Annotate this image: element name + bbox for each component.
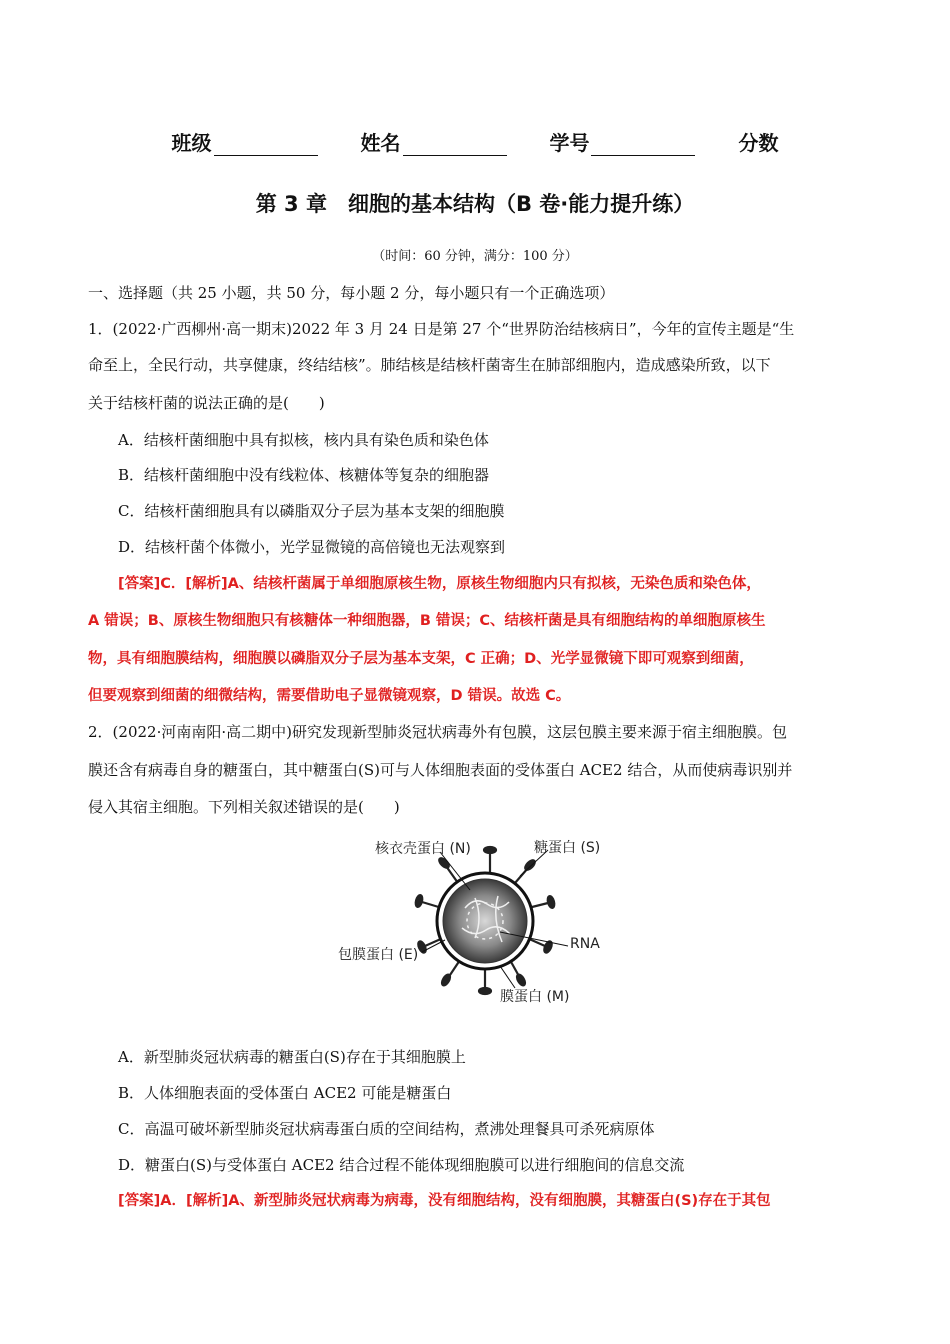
- q2-stem-line-1: 2．(2022·河南南阳·高二期中)研究发现新型肺炎冠状病毒外有包膜，这层包膜主要来源于宿主细胞膜。包: [88, 723, 787, 741]
- q1-answer-line-2: A 错误；B、原核生物细胞只有核糖体一种细胞器，B 错误；C、结核杆菌是具有细胞结构的单细胞原核生: [88, 613, 766, 629]
- label-envelope-protein: 包膜蛋白 (E): [338, 947, 419, 963]
- q2-option-d: D．糖蛋白(S)与受体蛋白 ACE2 结合过程不能体现细胞膜可以进行细胞间的信息交流: [118, 1156, 685, 1174]
- q1-stem-line-1: 1．(2022·广西柳州·高一期末)2022 年 3 月 24 日是第 27 个“世界防治结核病日”，今年的宣传主题是“生: [88, 320, 795, 338]
- q1-option-a: A．结核杆菌细胞中具有拟核，核内具有染色质和染色体: [118, 431, 489, 449]
- q2-stem-line-2: 膜还含有病毒自身的糖蛋白，其中糖蛋白(S)可与人体细胞表面的受体蛋白 ACE2 结合，从而使病毒识别并: [88, 761, 793, 779]
- label-glycoprotein: 糖蛋白 (S): [534, 840, 601, 856]
- number-field: 学号: [549, 127, 695, 156]
- score-field: 分数: [738, 131, 779, 155]
- exam-time-info: （时间：60 分钟，满分：100 分）: [372, 249, 578, 264]
- viral-core: [443, 879, 527, 963]
- q1-answer-line-3: 物，具有细胞膜结构，细胞膜以磷脂双分子层为基本支架，C 正确；D、光学显微镜下即可观察到细菌，: [88, 651, 754, 667]
- q1-option-d: D．结核杆菌个体微小，光学显微镜的高倍镜也无法观察到: [118, 538, 506, 556]
- label-nucleocapsid: 核衣壳蛋白 (N): [375, 841, 471, 857]
- q2-answer-line-1: [答案]A．[解析]A、新型肺炎冠状病毒为病毒，没有细胞结构，没有细胞膜，其糖蛋白(S)存在于其包: [118, 1193, 771, 1209]
- page-title: 第 3 章 细胞的基本结构（B 卷·能力提升练）: [255, 192, 695, 216]
- q1-answer-line-1: [答案]C．[解析]A、结核杆菌属于单细胞原核生物，原核生物细胞内只有拟核，无染色质和染色体，: [118, 576, 761, 592]
- q2-option-b: B．人体细胞表面的受体蛋白 ACE2 可能是糖蛋白: [118, 1084, 452, 1102]
- q2-option-a: A．新型肺炎冠状病毒的糖蛋白(S)存在于其细胞膜上: [118, 1048, 466, 1066]
- q1-option-b: B．结核杆菌细胞中没有线粒体、核糖体等复杂的细胞器: [118, 466, 490, 484]
- label-rna: RNA: [570, 936, 600, 952]
- q1-stem-line-2: 命至上，全民行动，共享健康，终结结核”。肺结核是结核杆菌寄生在肺部细胞内，造成感染所致，以下: [88, 356, 771, 374]
- student-info-header: [0, 127, 950, 156]
- q2-stem-line-3: 侵入其宿主细胞。下列相关叙述错误的是( ): [88, 798, 400, 816]
- q1-stem-line-3: 关于结核杆菌的说法正确的是( ): [88, 394, 325, 412]
- class-blank: [214, 137, 318, 156]
- class-field: 班级: [172, 127, 318, 156]
- q2-option-c: C．高温可破坏新型肺炎冠状病毒蛋白质的空间结构，煮沸处理餐具可杀死病原体: [118, 1120, 655, 1138]
- label-membrane-protein: 膜蛋白 (M): [500, 989, 570, 1005]
- q1-option-c: C．结核杆菌细胞具有以磷脂双分子层为基本支架的细胞膜: [118, 502, 505, 520]
- name-blank: [403, 137, 507, 156]
- coronavirus-diagram: [330, 828, 620, 1008]
- name-field: 姓名: [361, 127, 507, 156]
- q1-answer-line-4: 但要观察到细菌的细微结构，需要借助电子显微镜观察，D 错误。故选 C。: [88, 688, 571, 704]
- section-heading: 一、选择题（共 25 小题，共 50 分，每小题 2 分，每小题只有一个正确选项）: [88, 284, 615, 302]
- number-blank: [591, 137, 695, 156]
